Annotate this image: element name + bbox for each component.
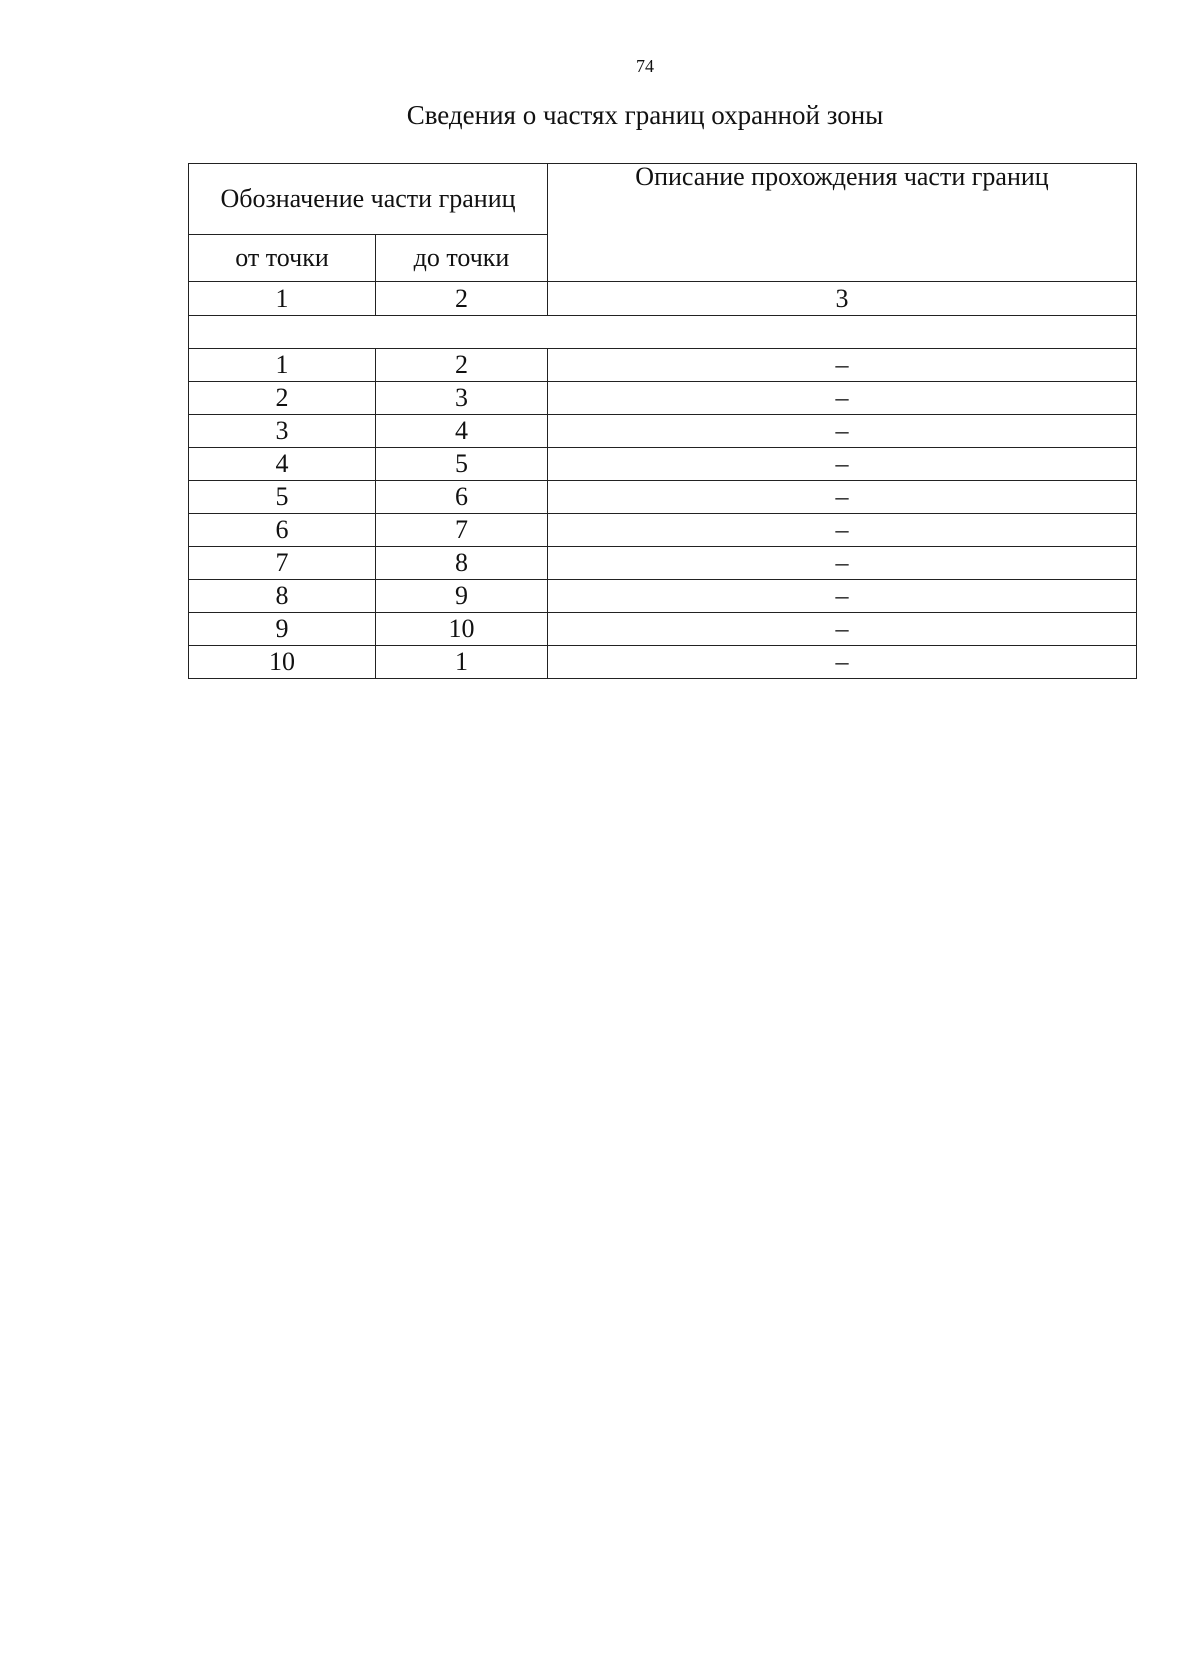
table-row (189, 481, 1137, 514)
from-point-cell: 10 (189, 646, 376, 679)
header-description: Описание прохождения части границ (548, 164, 1137, 282)
from-point-cell: 3 (189, 415, 376, 448)
boundary-parts-table (188, 163, 1137, 679)
from-point-cell: 6 (189, 514, 376, 547)
description-cell: – (548, 382, 1137, 415)
description-cell: – (548, 613, 1137, 646)
to-point-cell: 6 (376, 481, 548, 514)
description-cell: – (548, 481, 1137, 514)
empty-section-row (189, 316, 1137, 349)
table-row (189, 547, 1137, 580)
to-point-cell: 9 (376, 580, 548, 613)
column-number: 3 (548, 282, 1137, 316)
table-row (189, 448, 1137, 481)
table-row (189, 613, 1137, 646)
header-from-point: от точки (189, 235, 376, 282)
from-point-cell: 5 (189, 481, 376, 514)
table-row (189, 382, 1137, 415)
header-designation: Обозначение части границ (189, 164, 548, 235)
from-point-cell: 4 (189, 448, 376, 481)
description-cell: – (548, 580, 1137, 613)
table-row (189, 514, 1137, 547)
table-header-row (189, 164, 1137, 235)
description-cell: – (548, 448, 1137, 481)
column-number: 1 (189, 282, 376, 316)
to-point-cell: 8 (376, 547, 548, 580)
column-number: 2 (376, 282, 548, 316)
description-cell: – (548, 415, 1137, 448)
table-row (189, 415, 1137, 448)
column-number-row (189, 282, 1137, 316)
to-point-cell: 2 (376, 349, 548, 382)
page-number: 74 (636, 56, 654, 76)
description-cell: – (548, 547, 1137, 580)
empty-cell (189, 316, 1137, 349)
from-point-cell: 9 (189, 613, 376, 646)
from-point-cell: 1 (189, 349, 376, 382)
header-to-point: до точки (376, 235, 548, 282)
to-point-cell: 4 (376, 415, 548, 448)
description-cell: – (548, 514, 1137, 547)
to-point-cell: 3 (376, 382, 548, 415)
to-point-cell: 1 (376, 646, 548, 679)
to-point-cell: 5 (376, 448, 548, 481)
to-point-cell: 7 (376, 514, 548, 547)
from-point-cell: 2 (189, 382, 376, 415)
description-cell: – (548, 646, 1137, 679)
document-title: Сведения о частях границ охранной зоны (406, 100, 884, 130)
to-point-cell: 10 (376, 613, 548, 646)
table-row (189, 580, 1137, 613)
from-point-cell: 8 (189, 580, 376, 613)
from-point-cell: 7 (189, 547, 376, 580)
description-cell: – (548, 349, 1137, 382)
table-row (189, 349, 1137, 382)
table-row (189, 646, 1137, 679)
